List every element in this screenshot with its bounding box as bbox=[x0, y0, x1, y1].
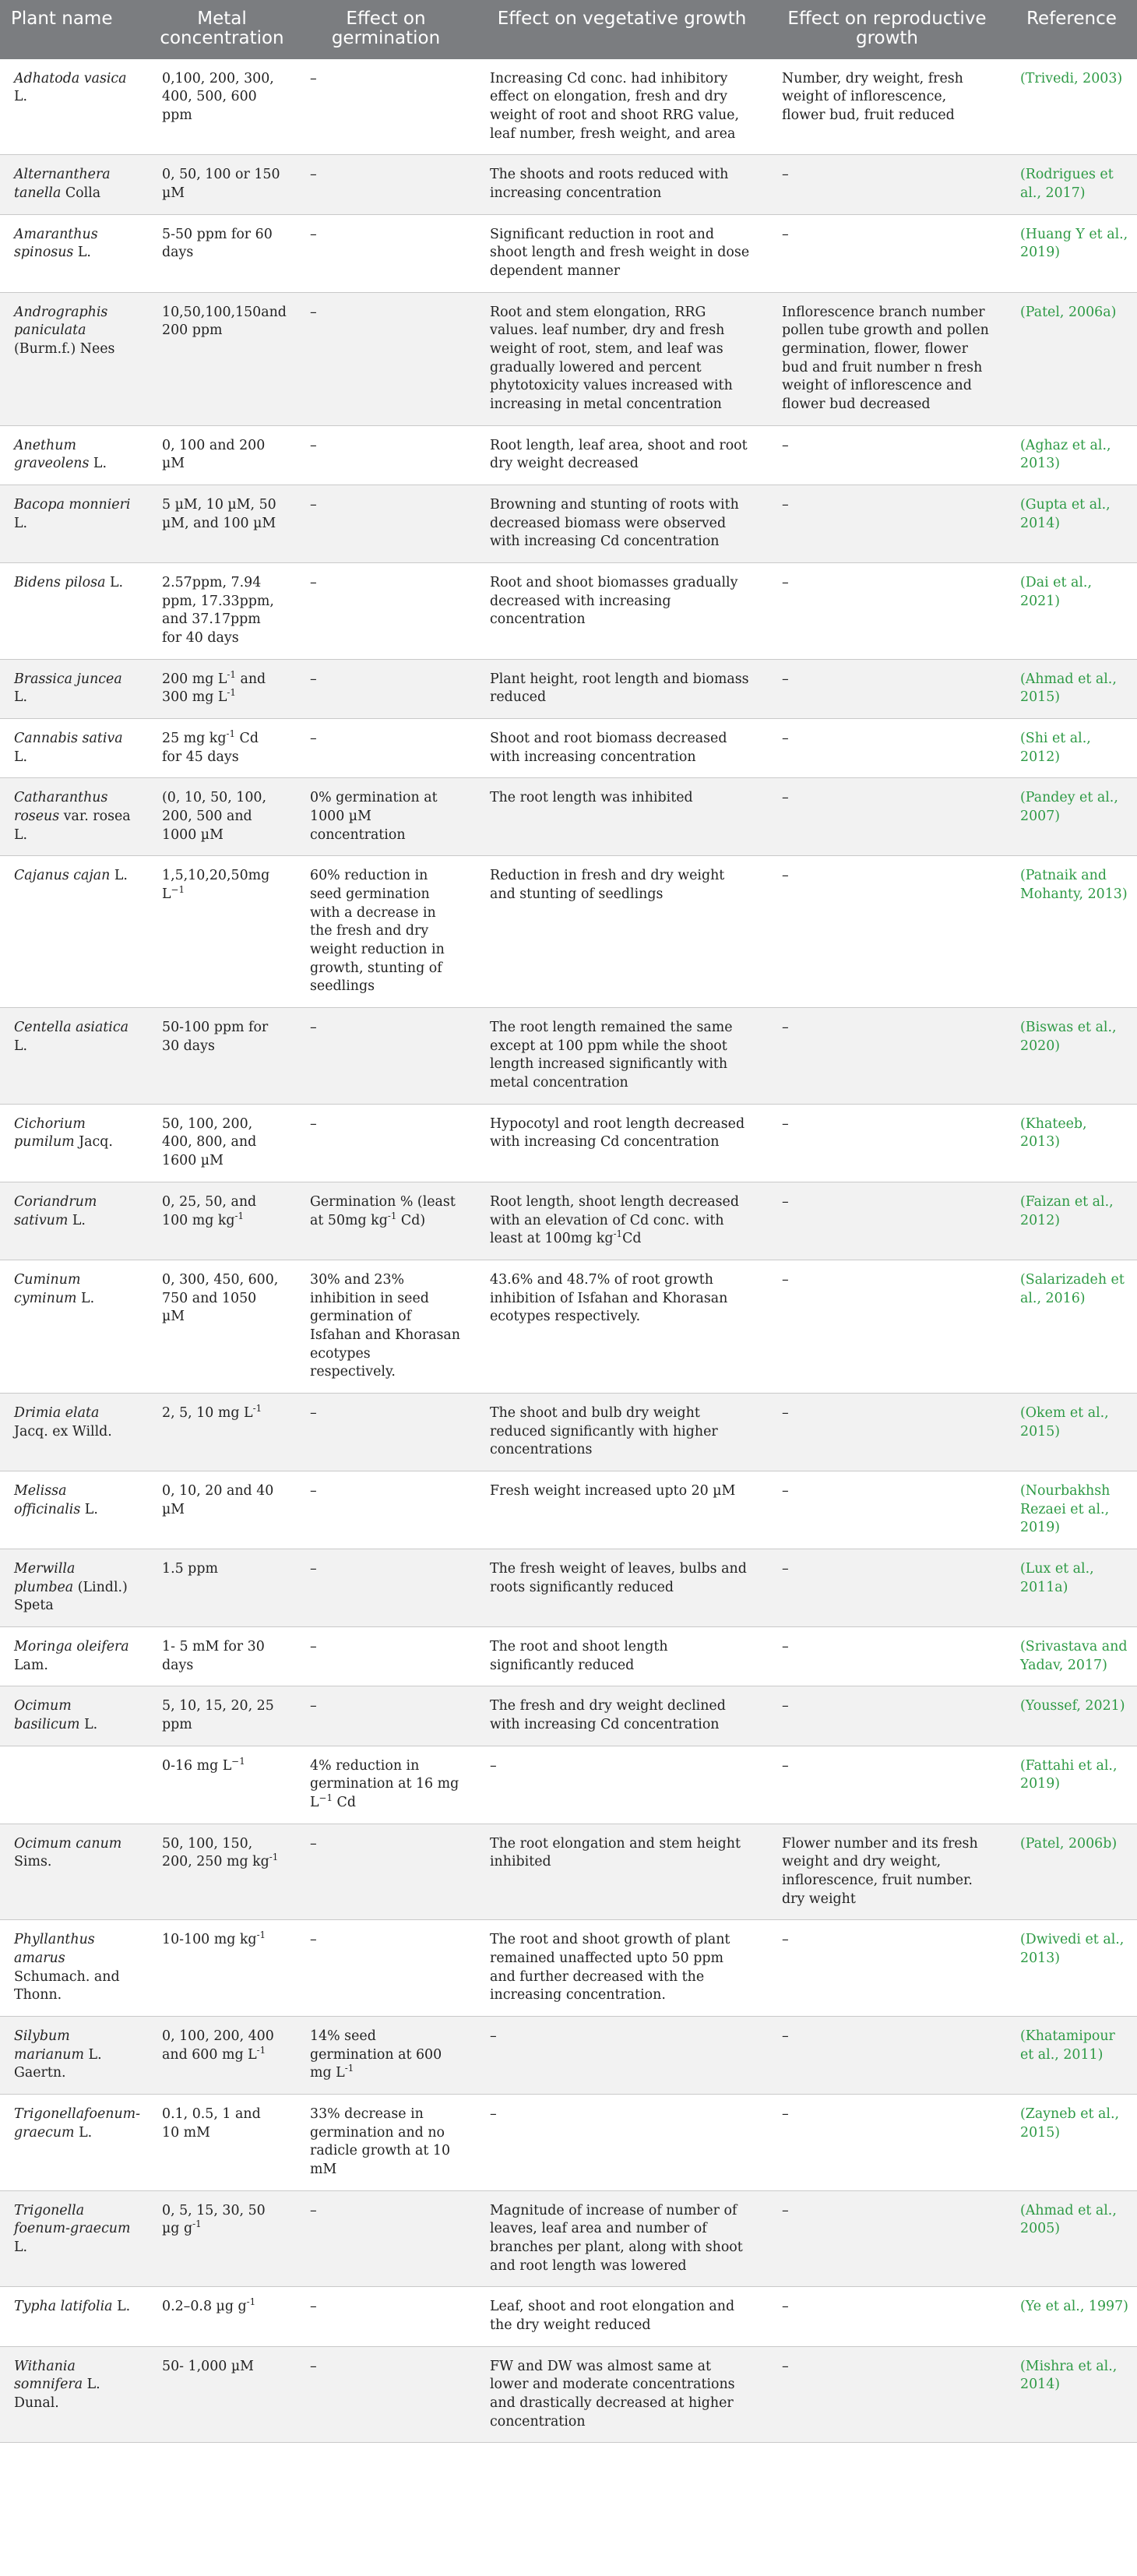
table-row bbox=[0, 425, 1137, 485]
table-row bbox=[0, 2017, 1137, 2095]
reproductive-effect-cell: – bbox=[768, 1549, 1006, 1626]
species-authority: L. bbox=[14, 2239, 28, 2256]
metal-concentration-cell: 200 mg $L^{-1}$ and 300 mg $L^{-1}$ bbox=[148, 659, 296, 718]
vegetative-effect-cell: The fresh and dry weight declined with increasing Cd concentration bbox=[476, 1686, 768, 1746]
species-name: Anethum graveolens bbox=[14, 437, 90, 472]
species-authority: Sims. bbox=[14, 1854, 52, 1870]
vegetative-effect-cell: 43.6% and 48.7% of root growth inhibition of Isfahan and Khorasan ecotypes respectively. bbox=[476, 1260, 768, 1393]
vegetative-effect-cell: Browning and stunting of roots with decreased biomass were observed with increasing Cd concentration bbox=[476, 485, 768, 563]
species-authority: Lam. bbox=[14, 1657, 48, 1673]
species-authority: L. bbox=[112, 2299, 131, 2315]
table-row bbox=[0, 485, 1137, 563]
vegetative-effect-cell: – bbox=[476, 2017, 768, 2095]
plant-name-cell bbox=[0, 1824, 148, 1920]
reproductive-effect-cell: – bbox=[768, 2017, 1006, 2095]
species-authority: var. rosea L. bbox=[14, 809, 131, 843]
metal-concentration-cell: 1- 5 mM for 30 days bbox=[148, 1626, 296, 1686]
species-authority: L. bbox=[110, 868, 128, 884]
reference-link[interactable]: (Aghaz et al., 2013) bbox=[1006, 425, 1137, 485]
germination-effect-cell: – bbox=[296, 659, 476, 718]
vegetative-effect-cell: Hypocotyl and root length decreased with increasing Cd concentration bbox=[476, 1104, 768, 1182]
germination-effect-cell: – bbox=[296, 485, 476, 563]
germination-effect-cell: 14% seed germination at 600 mg $L^{-1}$ bbox=[296, 2017, 476, 2095]
table-row bbox=[0, 292, 1137, 425]
reference-link[interactable]: (Ye et al., 1997) bbox=[1006, 2287, 1137, 2346]
plant-name-cell bbox=[0, 214, 148, 292]
table-row bbox=[0, 2190, 1137, 2287]
plant-name-cell bbox=[0, 2190, 148, 2287]
reproductive-effect-cell: – bbox=[768, 425, 1006, 485]
species-authority: L. bbox=[79, 1716, 98, 1732]
header-metal-concentration: Metal concentration bbox=[148, 0, 296, 59]
reference-link[interactable]: (Huang Y et al., 2019) bbox=[1006, 214, 1137, 292]
table-row bbox=[0, 719, 1137, 778]
plant-name-cell bbox=[0, 1686, 148, 1746]
table-row bbox=[0, 1393, 1137, 1471]
metal-concentration-cell: 25 mg $kg^{-1}$ Cd for 45 days bbox=[148, 719, 296, 778]
plant-name-cell bbox=[0, 1626, 148, 1686]
species-name: Ocimum canum bbox=[14, 1835, 122, 1852]
header-row bbox=[0, 0, 1137, 59]
plant-name-cell bbox=[0, 778, 148, 856]
table-row bbox=[0, 1686, 1137, 1746]
header-effect-reproductive: Effect on reproductive growth bbox=[768, 0, 1006, 59]
reproductive-effect-cell: – bbox=[768, 155, 1006, 214]
reference-link[interactable]: (Shi et al., 2012) bbox=[1006, 719, 1137, 778]
species-authority: L. bbox=[14, 689, 28, 706]
species-name: Brassica juncea bbox=[14, 671, 122, 687]
vegetative-effect-cell: The shoots and roots reduced with increasing concentration bbox=[476, 155, 768, 214]
plant-name-cell bbox=[0, 1260, 148, 1393]
table-row bbox=[0, 1746, 1137, 1824]
plant-name-cell bbox=[0, 659, 148, 718]
species-name: Trigonellafoenum-graecum bbox=[14, 2106, 141, 2141]
species-authority: L. bbox=[14, 1038, 28, 1054]
metal-concentration-cell: 0-16 mg $L^{-1}$ bbox=[148, 1746, 296, 1824]
vegetative-effect-cell: Root and shoot biomasses gradually decreased with increasing concentration bbox=[476, 563, 768, 660]
vegetative-effect-cell: FW and DW was almost same at lower and moderate concentrations and drastically decreased at higher concentration bbox=[476, 2346, 768, 2443]
species-name: Cajanus cajan bbox=[14, 868, 111, 884]
species-authority: L. bbox=[68, 1212, 86, 1228]
reference-link[interactable]: (Pandey et al., 2007) bbox=[1006, 778, 1137, 856]
species-authority: L. bbox=[80, 1501, 98, 1517]
species-authority: (Lindl.) Speta bbox=[14, 1579, 128, 1614]
reference-link[interactable]: (Trivedi, 2003) bbox=[1006, 59, 1137, 155]
species-name: Catharanthus roseus bbox=[14, 790, 108, 825]
vegetative-effect-cell: Root length, leaf area, shoot and root dry weight decreased bbox=[476, 425, 768, 485]
species-name: Withania somnifera bbox=[14, 2358, 83, 2393]
vegetative-effect-cell: Fresh weight increased upto 20 µM bbox=[476, 1471, 768, 1549]
species-authority: L. Dunal. bbox=[14, 2377, 100, 2412]
reproductive-effect-cell: – bbox=[768, 1686, 1006, 1746]
metal-concentration-cell: 0,100, 200, 300, 400, 500, 600 ppm bbox=[148, 59, 296, 155]
reproductive-effect-cell: – bbox=[768, 1393, 1006, 1471]
metal-concentration-cell: 2, 5, 10 mg $L^{-1}$ bbox=[148, 1393, 296, 1471]
germination-effect-cell: – bbox=[296, 214, 476, 292]
species-name: Ocimum basilicum bbox=[14, 1698, 80, 1732]
species-name: Silybum marianum bbox=[14, 2028, 84, 2063]
table-row bbox=[0, 563, 1137, 660]
reproductive-effect-cell: – bbox=[768, 1920, 1006, 2017]
germination-effect-cell: – bbox=[296, 1686, 476, 1746]
plant-name-cell bbox=[0, 856, 148, 1008]
vegetative-effect-cell: – bbox=[476, 1746, 768, 1824]
species-name: Drimia elata bbox=[14, 1404, 100, 1421]
reproductive-effect-cell: – bbox=[768, 1260, 1006, 1393]
table-row bbox=[0, 659, 1137, 718]
germination-effect-cell: Germination % (least at 50mg $kg^{-1}$ Cd) bbox=[296, 1182, 476, 1260]
germination-effect-cell: 4% reduction in germination at 16 mg $L^{-1}$ Cd bbox=[296, 1746, 476, 1824]
vegetative-effect-cell: Root length, shoot length decreased with an elevation of Cd conc. with least at 100mg $kg^{-1}Cd$ bbox=[476, 1182, 768, 1260]
germination-effect-cell: – bbox=[296, 2287, 476, 2346]
reference-link[interactable]: (Patel, 2006b) bbox=[1006, 1824, 1137, 1920]
table-row bbox=[0, 1471, 1137, 1549]
metal-concentration-cell: 5 µM, 10 µM, 50 µM, and 100 µM bbox=[148, 485, 296, 563]
metal-concentration-cell: 50-100 ppm for 30 days bbox=[148, 1008, 296, 1105]
plant-name-cell bbox=[0, 292, 148, 425]
plant-name-cell bbox=[0, 1549, 148, 1626]
vegetative-effect-cell: Reduction in fresh and dry weight and stunting of seedlings bbox=[476, 856, 768, 1008]
germination-effect-cell: – bbox=[296, 1008, 476, 1105]
species-name: Cichorium pumilum bbox=[14, 1115, 86, 1151]
species-name: Phyllanthus amarus bbox=[14, 1932, 95, 1966]
reference-link[interactable]: (Zayneb et al., 2015) bbox=[1006, 2095, 1137, 2191]
germination-effect-cell: – bbox=[296, 1626, 476, 1686]
species-name: Centella asiatica bbox=[14, 1020, 128, 1036]
table-row bbox=[0, 2287, 1137, 2346]
species-authority: (Burm.f.) Nees bbox=[14, 340, 115, 357]
species-name: Coriandrum sativum bbox=[14, 1193, 97, 1228]
plant-name-cell bbox=[0, 2017, 148, 2095]
reference-link[interactable]: (Okem et al., 2015) bbox=[1006, 1393, 1137, 1471]
table-row bbox=[0, 1626, 1137, 1686]
species-authority: L. bbox=[14, 89, 28, 105]
metal-concentration-cell: 0, 10, 20 and 40 µM bbox=[148, 1471, 296, 1549]
plant-name-cell bbox=[0, 2095, 148, 2191]
vegetative-effect-cell: Shoot and root biomass decreased with increasing concentration bbox=[476, 719, 768, 778]
metal-concentration-cell: 0, 100, 200, 400 and 600 mg $L^{-1}$ bbox=[148, 2017, 296, 2095]
plant-name-cell bbox=[0, 485, 148, 563]
metal-concentration-cell: 0, 5, 15, 30, 50 µg $g^{-1}$ bbox=[148, 2190, 296, 2287]
table-row bbox=[0, 1260, 1137, 1393]
species-authority: Jacq. ex Willd. bbox=[14, 1423, 112, 1440]
reproductive-effect-cell: – bbox=[768, 2190, 1006, 2287]
reproductive-effect-cell: Number, dry weight, fresh weight of inflorescence, flower bud, fruit reduced bbox=[768, 59, 1006, 155]
species-authority: L. bbox=[105, 575, 124, 591]
metal-concentration-cell: 10-100 mg $kg^{-1}$ bbox=[148, 1920, 296, 2017]
species-name: Adhatoda vasica bbox=[14, 70, 127, 86]
metal-concentration-cell: 0.1, 0.5, 1 and 10 mM bbox=[148, 2095, 296, 2191]
reproductive-effect-cell: Flower number and its fresh weight and dry weight, inflorescence, fruit number. dry weight bbox=[768, 1824, 1006, 1920]
plant-name-cell bbox=[0, 425, 148, 485]
metal-concentration-cell: 0, 300, 450, 600, 750 and 1050 µM bbox=[148, 1260, 296, 1393]
plant-name-cell bbox=[0, 1393, 148, 1471]
vegetative-effect-cell: – bbox=[476, 2095, 768, 2191]
table-row bbox=[0, 856, 1137, 1008]
reproductive-effect-cell: – bbox=[768, 1182, 1006, 1260]
metal-concentration-cell: 10,50,100,150and 200 ppm bbox=[148, 292, 296, 425]
germination-effect-cell: – bbox=[296, 2346, 476, 2443]
reference-link[interactable]: (Faizan et al., 2012) bbox=[1006, 1182, 1137, 1260]
germination-effect-cell: – bbox=[296, 425, 476, 485]
metal-concentration-cell: 0, 100 and 200 µM bbox=[148, 425, 296, 485]
reproductive-effect-cell: – bbox=[768, 719, 1006, 778]
reference-link[interactable]: (Youssef, 2021) bbox=[1006, 1686, 1137, 1746]
reproductive-effect-cell: – bbox=[768, 1746, 1006, 1824]
metal-concentration-cell: 0.2–0.8 µg $g^{-1}$ bbox=[148, 2287, 296, 2346]
vegetative-effect-cell: The fresh weight of leaves, bulbs and roots significantly reduced bbox=[476, 1549, 768, 1626]
species-authority: L. Gaertn. bbox=[14, 2046, 102, 2081]
vegetative-effect-cell: The shoot and bulb dry weight reduced significantly with higher concentrations bbox=[476, 1393, 768, 1471]
reproductive-effect-cell: – bbox=[768, 856, 1006, 1008]
species-name: Typha latifolia bbox=[14, 2299, 113, 2315]
reference-link[interactable]: (Biswas et al., 2020) bbox=[1006, 1008, 1137, 1105]
germination-effect-cell: – bbox=[296, 1104, 476, 1182]
reproductive-effect-cell: – bbox=[768, 1626, 1006, 1686]
germination-effect-cell: – bbox=[296, 155, 476, 214]
species-authority: L. bbox=[14, 515, 28, 531]
germination-effect-cell: 33% decrease in germination and no radicle growth at 10 mM bbox=[296, 2095, 476, 2191]
table-row bbox=[0, 2095, 1137, 2191]
germination-effect-cell: – bbox=[296, 1471, 476, 1549]
table-row bbox=[0, 778, 1137, 856]
species-authority: L. bbox=[73, 245, 91, 261]
reference-link[interactable]: (Rodrigues et al., 2017) bbox=[1006, 155, 1137, 214]
vegetative-effect-cell: The root length remained the same except at 100 ppm while the shoot length increased significantly with metal concentration bbox=[476, 1008, 768, 1105]
reproductive-effect-cell: – bbox=[768, 214, 1006, 292]
header-plant-name: Plant name bbox=[0, 0, 148, 59]
species-name: Andrographis paniculata bbox=[14, 304, 108, 339]
species-name: Merwilla plumbea bbox=[14, 1560, 76, 1595]
species-name: Cuminum cyminum bbox=[14, 1271, 81, 1306]
reference-link[interactable]: (Salarizadeh et al., 2016) bbox=[1006, 1260, 1137, 1393]
plant-name-cell bbox=[0, 1920, 148, 2017]
plant-name-cell bbox=[0, 719, 148, 778]
reproductive-effect-cell: – bbox=[768, 2095, 1006, 2191]
reference-link[interactable]: (Gupta et al., 2014) bbox=[1006, 485, 1137, 563]
plant-name-cell bbox=[0, 155, 148, 214]
vegetative-effect-cell: Leaf, shoot and root elongation and the dry weight reduced bbox=[476, 2287, 768, 2346]
reference-link[interactable]: (Fattahi et al., 2019) bbox=[1006, 1746, 1137, 1824]
germination-effect-cell: – bbox=[296, 563, 476, 660]
table-row bbox=[0, 214, 1137, 292]
species-authority: L. bbox=[14, 749, 28, 765]
germination-effect-cell: – bbox=[296, 1920, 476, 2017]
reference-link[interactable]: (Srivastava and Yadav, 2017) bbox=[1006, 1626, 1137, 1686]
table-row bbox=[0, 1104, 1137, 1182]
metal-concentration-cell: 0, 25, 50, and 100 mg $kg^{-1}$ bbox=[148, 1182, 296, 1260]
species-authority: Schumach. and Thonn. bbox=[14, 1968, 120, 2003]
reproductive-effect-cell: Inflorescence branch number pollen tube growth and pollen germination, flower, flower bud and fruit number n fresh weight of inflorescence and flower bud decreased bbox=[768, 292, 1006, 425]
plant-name-cell bbox=[0, 59, 148, 155]
germination-effect-cell: 0% germination at 1000 µM concentration bbox=[296, 778, 476, 856]
plant-name-cell bbox=[0, 2287, 148, 2346]
reference-link[interactable]: (Patnaik and Mohanty, 2013) bbox=[1006, 856, 1137, 1008]
table-row bbox=[0, 1182, 1137, 1260]
metal-concentration-cell: 5-50 ppm for 60 days bbox=[148, 214, 296, 292]
reference-link[interactable]: (Khatamipour et al., 2011) bbox=[1006, 2017, 1137, 2095]
vegetative-effect-cell: The root and shoot growth of plant remained unaffected upto 50 ppm and further decreased with the increasing concentration. bbox=[476, 1920, 768, 2017]
reference-link[interactable]: (Khateeb, 2013) bbox=[1006, 1104, 1137, 1182]
germination-effect-cell: – bbox=[296, 1824, 476, 1920]
reproductive-effect-cell: – bbox=[768, 778, 1006, 856]
species-authority: L. bbox=[76, 1290, 95, 1306]
plant-name-cell bbox=[0, 1182, 148, 1260]
germination-effect-cell: – bbox=[296, 59, 476, 155]
germination-effect-cell: – bbox=[296, 719, 476, 778]
vegetative-effect-cell: The root and shoot length significantly reduced bbox=[476, 1626, 768, 1686]
vegetative-effect-cell: The root length was inhibited bbox=[476, 778, 768, 856]
species-authority: Jacq. bbox=[74, 1134, 113, 1151]
vegetative-effect-cell: Root and stem elongation, RRG values. leaf number, dry and fresh weight of root, stem, and leaf was gradually lowered and percent phytotoxicity values increased with increasing in metal concentration bbox=[476, 292, 768, 425]
reproductive-effect-cell: – bbox=[768, 485, 1006, 563]
reproductive-effect-cell: – bbox=[768, 2287, 1006, 2346]
vegetative-effect-cell: Significant reduction in root and shoot length and fresh weight in dose dependent manner bbox=[476, 214, 768, 292]
header-effect-vegetative: Effect on vegetative growth bbox=[476, 0, 768, 59]
vegetative-effect-cell: Plant height, root length and biomass reduced bbox=[476, 659, 768, 718]
germination-effect-cell: – bbox=[296, 1549, 476, 1626]
header-reference: Reference bbox=[1006, 0, 1137, 59]
reproductive-effect-cell: – bbox=[768, 1471, 1006, 1549]
species-name: Amaranthus spinosus bbox=[14, 226, 98, 261]
vegetative-effect-cell: The root elongation and stem height inhibited bbox=[476, 1824, 768, 1920]
species-name: Moringa oleifera bbox=[14, 1638, 129, 1654]
plant-name-cell bbox=[0, 1471, 148, 1549]
reference-link[interactable]: (Dwivedi et al., 2013) bbox=[1006, 1920, 1137, 2017]
metal-concentration-cell: 50, 100, 150, 200, 250 mg $kg^{-1}$ bbox=[148, 1824, 296, 1920]
table-row bbox=[0, 1824, 1137, 1920]
plant-name-cell bbox=[0, 1746, 148, 1824]
species-authority: Colla bbox=[61, 185, 101, 201]
reference-link[interactable]: (Nourbakhsh Rezaei et al., 2019) bbox=[1006, 1471, 1137, 1549]
species-name: Melissa officinalis bbox=[14, 1482, 81, 1517]
plant-name-cell bbox=[0, 2346, 148, 2443]
reference-link[interactable]: (Dai et al., 2021) bbox=[1006, 563, 1137, 660]
table-row bbox=[0, 2346, 1137, 2443]
reference-link[interactable]: (Lux et al., 2011a) bbox=[1006, 1549, 1137, 1626]
table-row bbox=[0, 59, 1137, 155]
species-name: Cannabis sativa bbox=[14, 731, 123, 747]
metal-concentration-cell: 2.57ppm, 7.94 ppm, 17.33ppm, and 37.17ppm for 40 days bbox=[148, 563, 296, 660]
table-row bbox=[0, 155, 1137, 214]
reproductive-effect-cell: – bbox=[768, 563, 1006, 660]
germination-effect-cell: 30% and 23% inhibition in seed germination of Isfahan and Khorasan ecotypes respectively. bbox=[296, 1260, 476, 1393]
vegetative-effect-cell: Magnitude of increase of number of leaves, leaf area and number of branches per plant, along with shoot and root length was lowered bbox=[476, 2190, 768, 2287]
germination-effect-cell: – bbox=[296, 1393, 476, 1471]
species-authority: L. bbox=[74, 2124, 93, 2141]
reference-link[interactable]: (Patel, 2006a) bbox=[1006, 292, 1137, 425]
plant-name-cell bbox=[0, 1008, 148, 1105]
species-name: Bacopa monnieri bbox=[14, 497, 131, 513]
table-row bbox=[0, 1920, 1137, 2017]
metal-concentration-cell: 50, 100, 200, 400, 800, and 1600 µM bbox=[148, 1104, 296, 1182]
metal-concentration-cell: 5, 10, 15, 20, 25 ppm bbox=[148, 1686, 296, 1746]
metal-concentration-cell: 50- 1,000 µM bbox=[148, 2346, 296, 2443]
reference-link[interactable]: (Ahmad et al., 2015) bbox=[1006, 659, 1137, 718]
table-row bbox=[0, 1008, 1137, 1105]
reproductive-effect-cell: – bbox=[768, 1104, 1006, 1182]
germination-effect-cell: – bbox=[296, 2190, 476, 2287]
germination-effect-cell: 60% reduction in seed germination with a decrease in the fresh and dry weight reduction in growth, stunting of seedlings bbox=[296, 856, 476, 1008]
plant-name-cell bbox=[0, 1104, 148, 1182]
reference-link[interactable]: (Ahmad et al., 2005) bbox=[1006, 2190, 1137, 2287]
metal-concentration-cell: 1,5,10,20,50mg $L^{-1}$ bbox=[148, 856, 296, 1008]
plant-name-cell bbox=[0, 563, 148, 660]
species-authority: L. bbox=[89, 456, 107, 472]
table-header bbox=[0, 0, 1137, 59]
metal-concentration-cell: (0, 10, 50, 100, 200, 500 and 1000 µM bbox=[148, 778, 296, 856]
metal-concentration-cell: 0, 50, 100 or 150 µM bbox=[148, 155, 296, 214]
germination-effect-cell: – bbox=[296, 292, 476, 425]
reproductive-effect-cell: – bbox=[768, 659, 1006, 718]
species-name: Trigonella foenum-graecum bbox=[14, 2202, 131, 2237]
table-row bbox=[0, 1549, 1137, 1626]
species-name: Alternanthera tanella bbox=[14, 167, 111, 201]
reproductive-effect-cell: – bbox=[768, 2346, 1006, 2443]
reproductive-effect-cell: – bbox=[768, 1008, 1006, 1105]
header-effect-germination: Effect on germination bbox=[296, 0, 476, 59]
table-body bbox=[0, 59, 1137, 2443]
reference-link[interactable]: (Mishra et al., 2014) bbox=[1006, 2346, 1137, 2443]
metal-concentration-cell: 1.5 ppm bbox=[148, 1549, 296, 1626]
vegetative-effect-cell: Increasing Cd conc. had inhibitory effect on elongation, fresh and dry weight of root and shoot RRG value, leaf number, fresh weight, and area bbox=[476, 59, 768, 155]
species-name: Bidens pilosa bbox=[14, 575, 106, 591]
